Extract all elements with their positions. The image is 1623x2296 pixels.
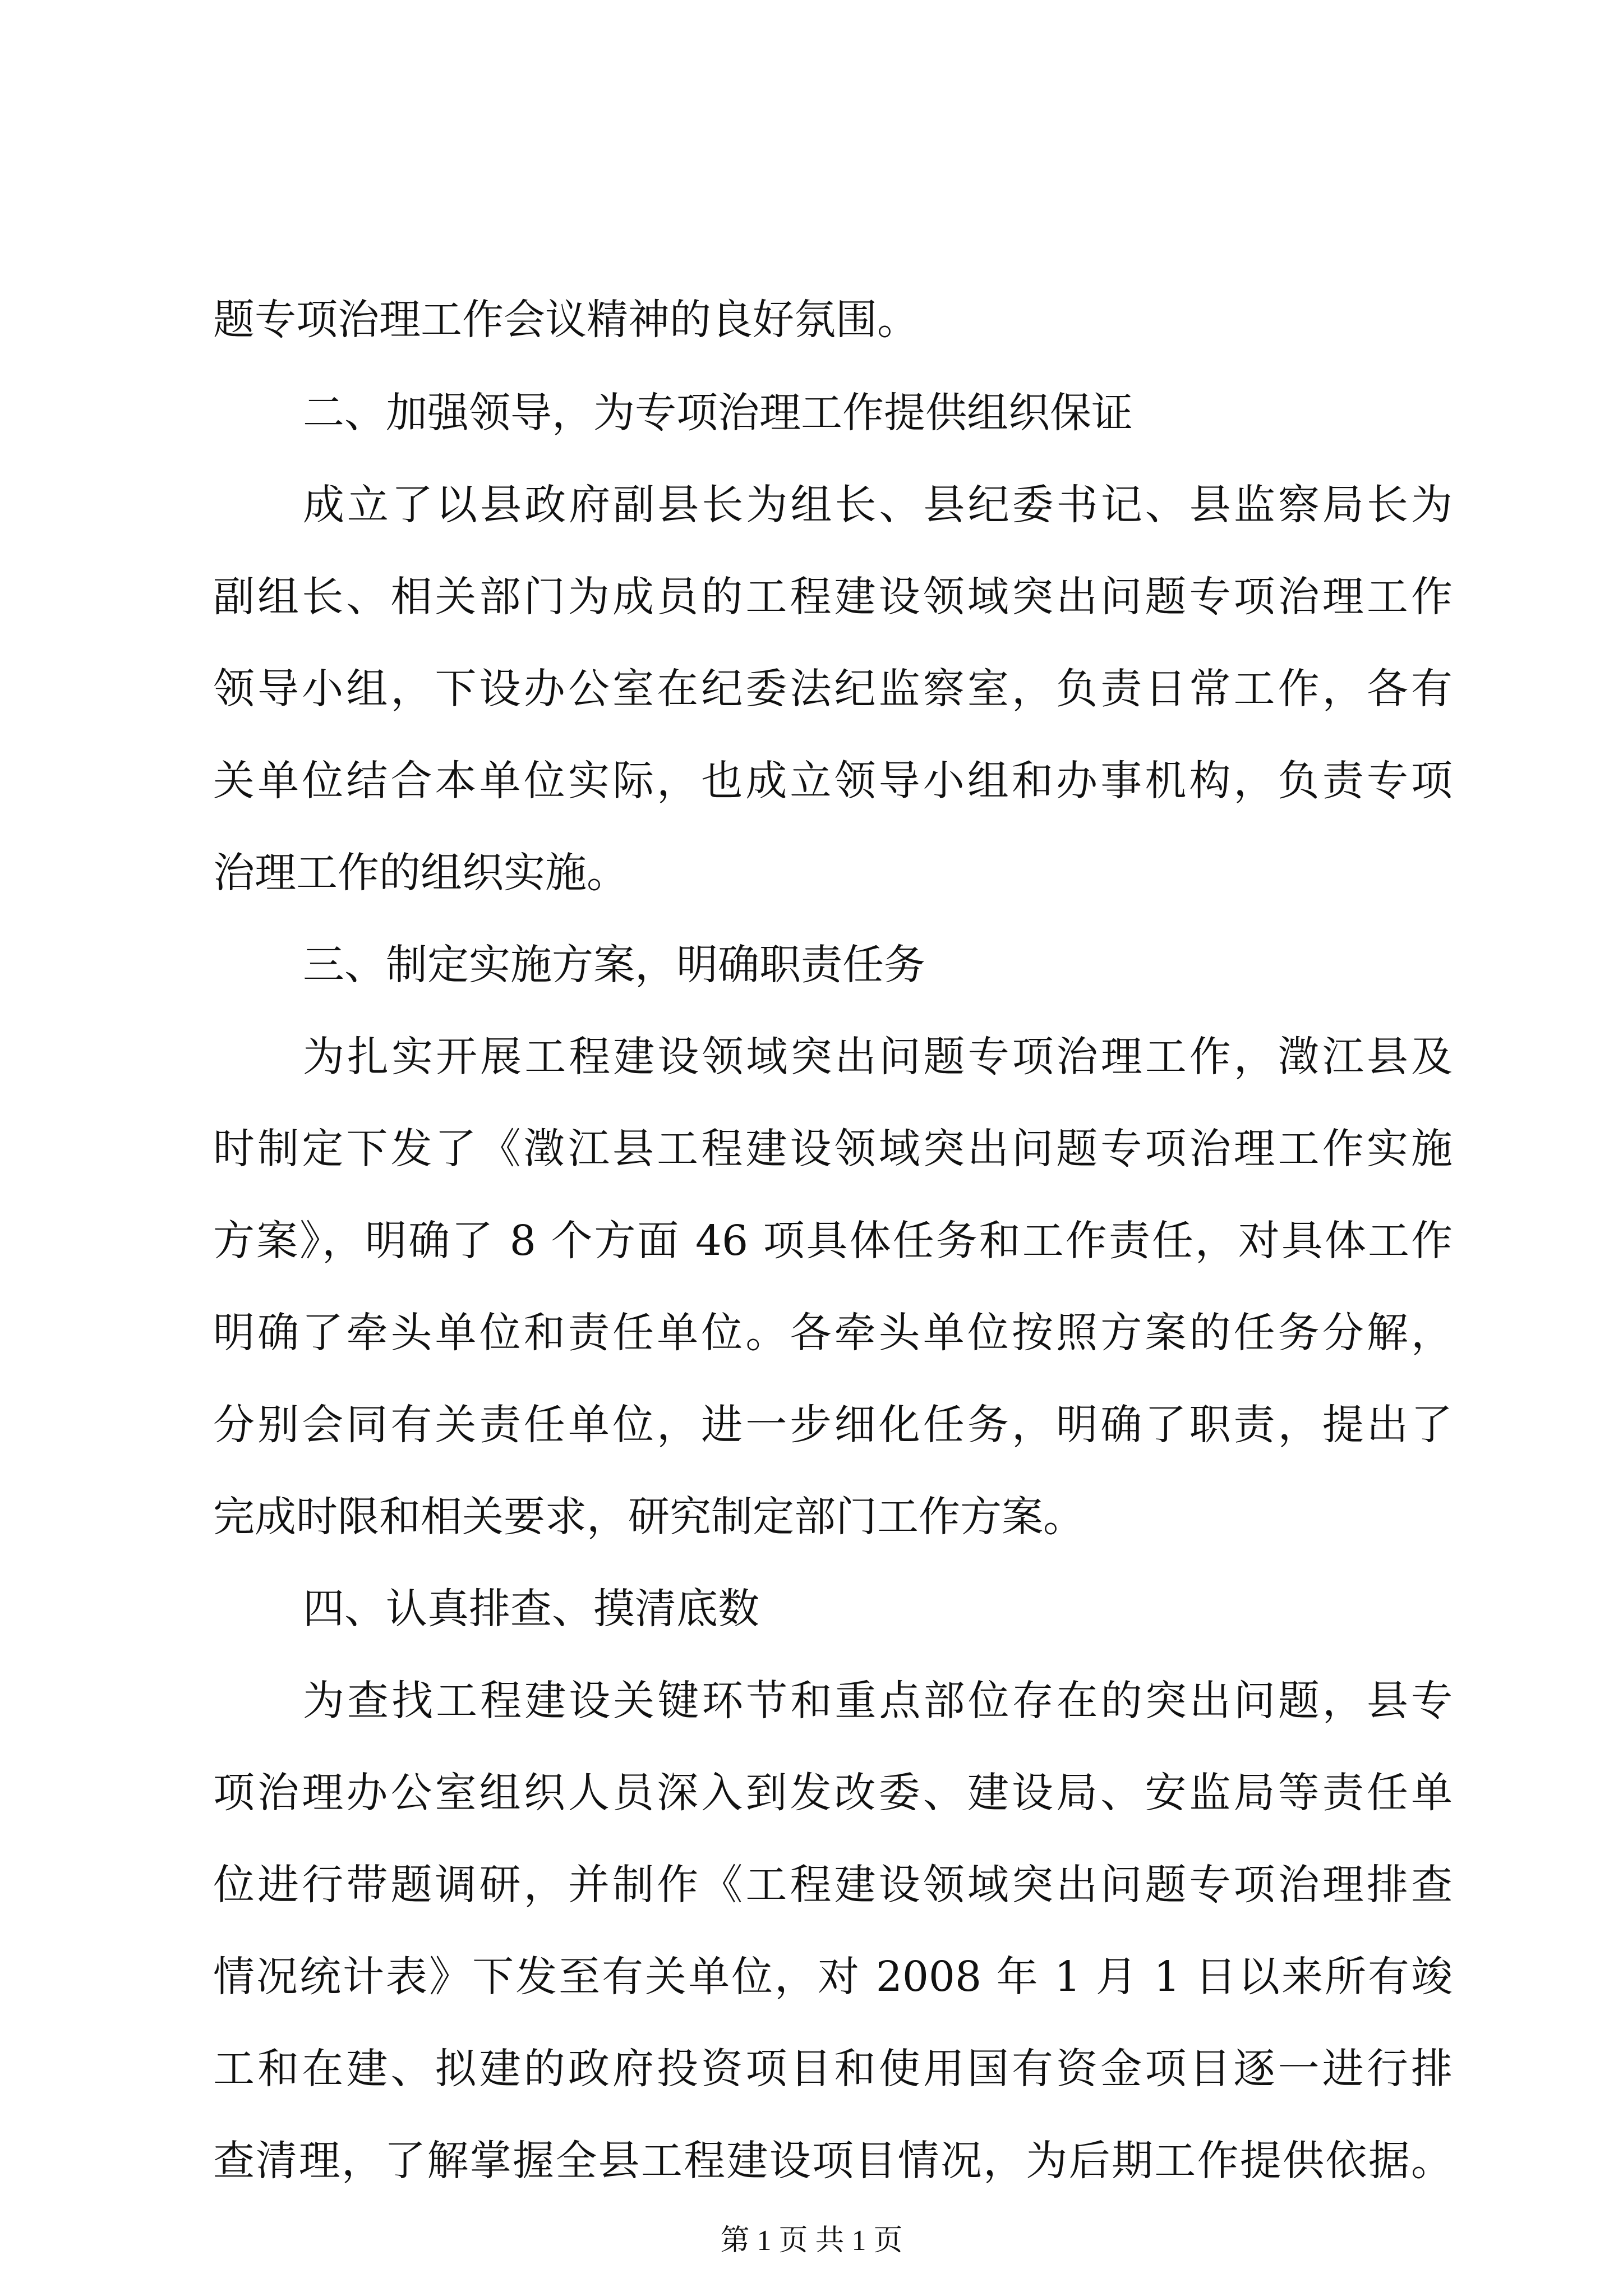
paragraph-line: 时制定下发了《澂江县工程建设领域突出问题专项治理工作实施 [213,1125,1453,1173]
paragraph-line: 副组长、相关部门为成员的工程建设领域突出问题专项治理工作 [213,573,1453,621]
paragraph-line: 明确了牵头单位和责任单位。各牵头单位按照方案的任务分解， [213,1309,1453,1357]
page-number: 第 1 页 共 1 页 [720,2225,903,2257]
paragraph-line: 项治理办公室组织人员深入到发改委、建设局、安监局等责任单 [213,1769,1453,1817]
section-heading-4: 四、认真排查、摸清底数 [303,1585,759,1633]
paragraph-line: 查清理，了解掌握全县工程建设项目情况，为后期工作提供依据。 [213,2137,1453,2185]
paragraph-line: 题专项治理工作会议精神的良好氛围。 [213,296,919,344]
paragraph-line: 完成时限和相关要求，研究制定部门工作方案。 [213,1493,1085,1541]
paragraph-line: 情况统计表》下发至有关单位，对 2008 年 1 月 1 日以来所有竣 [213,1953,1453,2001]
section-heading-2: 二、加强领导，为专项治理工作提供组织保证 [303,389,1133,437]
paragraph-line: 位进行带题调研，并制作《工程建设领域突出问题专项治理排查 [213,1861,1453,1909]
paragraph-line: 领导小组，下设办公室在纪委法纪监察室，负责日常工作，各有 [213,665,1453,713]
paragraph-line: 成立了以县政府副县长为组长、县纪委书记、县监察局长为 [303,481,1453,529]
paragraph-line: 分别会同有关责任单位，进一步细化任务，明确了职责，提出了 [213,1401,1453,1449]
paragraph-line: 治理工作的组织实施。 [213,849,628,897]
paragraph-line: 为扎实开展工程建设领域突出问题专项治理工作，澂江县及 [303,1033,1453,1081]
paragraph-line: 关单位结合本单位实际，也成立领导小组和办事机构，负责专项 [213,757,1453,805]
paragraph-line: 方案》，明确了 8 个方面 46 项具体任务和工作责任，对具体工作 [213,1217,1453,1265]
paragraph-line: 为查找工程建设关键环节和重点部位存在的突出问题，县专 [303,1677,1453,1725]
section-heading-3: 三、制定实施方案，明确职责任务 [303,941,925,989]
paragraph-line: 工和在建、拟建的政府投资项目和使用国有资金项目逐一进行排 [213,2045,1453,2093]
